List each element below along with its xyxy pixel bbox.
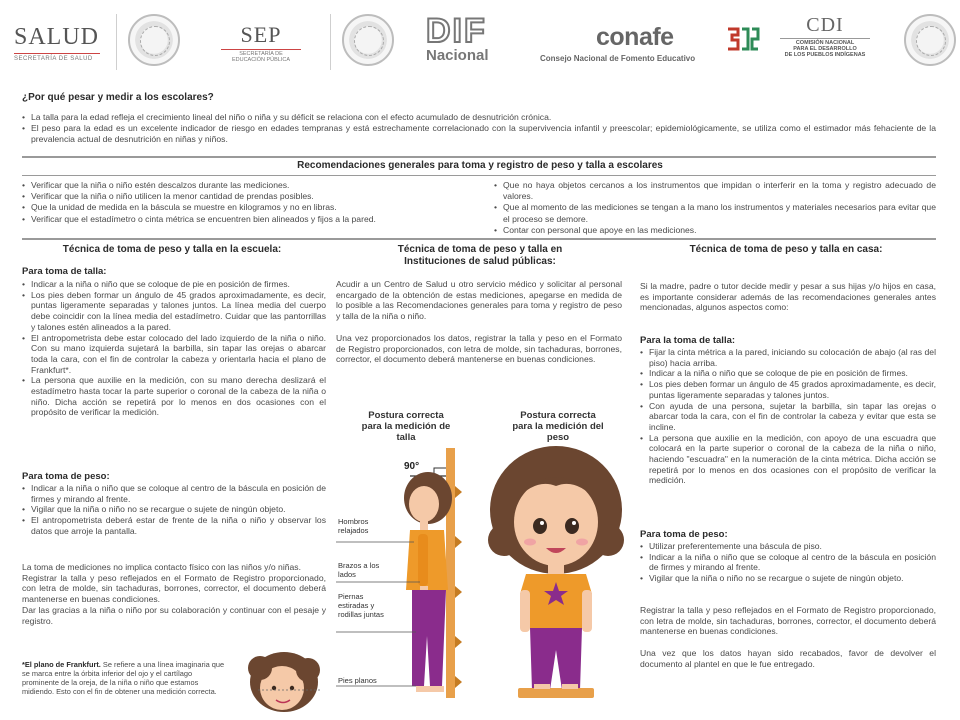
school-peso-title: Para toma de peso: <box>22 471 110 482</box>
home-technique-title: Técnica de toma de peso y talla en casa: <box>689 244 883 255</box>
list-item: • Utilizar preferentemente una báscula de piso. <box>640 541 936 552</box>
sep-logo: SEP SECRETARÍA DE EDUCACIÓN PÚBLICA <box>216 22 306 63</box>
home-intro: Si la madre, padre o tutor decide medir y pesar a sus hijas y/o hijos en casa, es importante considerar además de las recomendaciones generales antes mencionadas, algunos aspectos como: <box>640 281 936 313</box>
conafe-logo: conafe Consejo Nacional de Fomento Educativo <box>540 23 696 63</box>
list-item: • Los pies deben formar un ángulo de 45 grados aproximadamente, es decir, puntas ligeramente separadas y talones juntos. <box>640 379 936 400</box>
list-item: • El antropometrista debe estar colocado del lado izquierdo de la niña o niño. Con su mano izquierda sujetará la barbilla, sin tapar las orejas o abarcar toda la cara, con el fin de controlar la cabeza y orientarla hacia el plano de Frankfurt*. <box>22 333 326 376</box>
rec-item: • Contar con personal que apoye en las mediciones. <box>494 225 936 236</box>
label-brazos: Brazos a los lados <box>338 561 380 579</box>
why-title: ¿Por qué pesar y medir a los escolares? <box>22 92 214 103</box>
national-seal-icon <box>342 14 394 66</box>
cdi-symbol-icon <box>726 26 760 52</box>
cdi-logo: CDI COMISIÓN NACIONAL PARA EL DESARROLLO DE LOS PUEBLOS INDÍGENAS <box>778 14 872 58</box>
why-item: • La talla para la edad refleja el crecimiento lineal del niño o niña y su déficit se relaciona con el efecto acumulado de desnutrición crónica. <box>22 112 936 123</box>
home-talla-list <box>640 347 936 486</box>
rec-item: • Verificar que el estadímetro o cinta métrica se encuentren bien alineados y fijos a la pared. <box>22 214 470 225</box>
list-item: • Fijar la cinta métrica a la pared, iniciando su colocación de abajo (al ras del piso) hacia arriba. <box>640 347 936 368</box>
label-hombros: Hombros relajados <box>338 517 369 535</box>
height-posture-title: Postura correcta para la medición de talla <box>361 410 451 443</box>
list-item: • Vigilar que la niña o niño no se recargue o sujete de ningún objeto. <box>640 573 936 584</box>
label-pies: Pies planos <box>338 676 377 685</box>
list-item: • Vigilar que la niña o niño no se recargue o sujete de ningún objeto. <box>22 504 326 515</box>
list-item: • Los pies deben formar un ángulo de 45 grados aproximadamente, es decir, puntas ligeramente separadas y talones juntos. La línea media del cuerpo debe coincidir con la línea media del estadímetro. Cuidar que las pantorrillas y talones estén alineados a la pared. <box>22 290 326 333</box>
list-item: • Indicar a la niña o niño que se coloque de pie en posición de firmes. <box>640 368 936 379</box>
home-talla-title: Para la toma de talla: <box>640 335 736 346</box>
rec-item: • Que no haya objetos cercanos a los instrumentos que impidan o interferir en la toma y registro adecuado de valores. <box>494 180 936 202</box>
weight-posture-illustration <box>486 442 626 704</box>
rec-item: • Verificar que la niña o niño estén descalzos durante las mediciones. <box>22 180 470 191</box>
salud-logo: SALUD SECRETARÍA DE SALUD <box>14 24 100 62</box>
label-piernas: Piernas estiradas y rodillas juntas <box>338 592 384 619</box>
list-item: • El antropometrista deberá estar de frente de la niña o niño y observar los datos que arroje la pantalla. <box>22 515 326 536</box>
why-item: • El peso para la edad es un excelente indicador de riesgo en edades tempranas y está estrechamente correlacionado con la supervivencia infantil y preescolar; epidemiológicamente, se utiliza como el estimador más fehaciente de la prevalencia actual de desnutrición en niñas y niños. <box>22 123 936 145</box>
logo-header <box>0 0 960 82</box>
cdi-seal-icon <box>904 14 956 66</box>
school-peso-list <box>22 483 326 537</box>
school-note: La toma de mediciones no implica contacto físico con las niños y/o niñas. Registrar la talla y peso reflejados en el Formato de Registro proporcionado, con letra de molde, sin tachaduras, borrones, corrector, el documento deberá mantenerse en buenas condiciones. Dar las gracias a la niña o niño por su colaboración y continuar con el pesaje y registro. <box>22 562 326 626</box>
national-seal-icon <box>128 14 180 66</box>
home-peso-list <box>640 541 936 584</box>
frankfurt-head-illustration <box>238 644 324 714</box>
list-item: • Indicar a la niña o niño que se coloque al centro de la báscula en posición de firmes y mirando al frente. <box>22 483 326 504</box>
recs-left-list <box>22 180 470 225</box>
home-peso-title: Para toma de peso: <box>640 529 728 540</box>
school-talla-list <box>22 279 326 418</box>
recs-right-list <box>494 180 936 236</box>
home-register-note: Registrar la talla y peso reflejados en el Formato de Registro proporcionado, con letra de molde, sin tachaduras, borrones, corrector, el documento deberá mantenerse en buenas condiciones. Una vez que los datos hayan sido recabados, favor de devolver el documento al plantel en que le fue entregado. <box>640 605 936 669</box>
rec-item: • Verificar que la niña o niño utilicen la menor cantidad de prendas posibles. <box>22 191 470 202</box>
angle-label: 90° <box>404 461 420 472</box>
health-technique-title: Técnica de toma de peso y talla en Instituciones de salud públicas: <box>397 244 563 267</box>
weight-posture-title: Postura correcta para la medición del peso <box>512 410 604 443</box>
rec-item: • Que la unidad de medida en la báscula se muestre en kilogramos y no en libras. <box>22 202 470 213</box>
rec-item: • Que al momento de las mediciones se tengan a la mano los instrumentos y materiales necesarios para evitar que el proceso se demore. <box>494 202 936 224</box>
recs-title: Recomendaciones generales para toma y registro de peso y talla a escolares <box>297 160 663 171</box>
list-item: • La persona que auxilie en la medición, con apoyo de una escuadra que colocará en la parte superior o coronal de la cabeza de la niña o niño, haciendo "escuadra" en la numeración de la cinta métrica. Dicha acción se repetirá por lo menos en dos ocasiones con el propósito de verificar la medición. <box>640 433 936 487</box>
list-item: • La persona que auxilie en la medición, con su mano derecha deslizará el estadímetro hasta tocar la parte superior o coronal de la cabeza de la niña o niño. Dicha acción se repetirá por lo menos en dos ocasiones con el propósito de verificar la medición. <box>22 375 326 418</box>
frankfurt-note: *El plano de Frankfurt. Se refiere a una línea imaginaria que se marca entre la órbita inferior del ojo y el cartílago prominente de la oreja, de la niña o niño que estamos midiendo. Esto con el fin de obtener una medición correcta. <box>22 660 225 696</box>
school-talla-title: Para toma de talla: <box>22 266 107 277</box>
health-technique-text: Acudir a un Centro de Salud u otro servicio médico y solicitar al personal encargado de la obtención de estas mediciones, apegarse en medida de lo posible a las Recomendaciones generales para toma y registro de peso y talla de la niña o niño. Una vez proporcionados los datos, registrar la talla y peso en el Formato de Registro proporcionados, con letra de molde, sin tachaduras, borrones, corrector, el documento deberá mantenerse en buenas condiciones. <box>336 279 622 365</box>
list-item: • Indicar a la niña o niño que se coloque de pie en posición de firmes. <box>22 279 326 290</box>
list-item: • Con ayuda de una persona, sujetar la barbilla, sin tapar las orejas o abarcar toda la cara, con el fin de controlar la cabeza y evitar que esta se incline. <box>640 401 936 433</box>
list-item: • Indicar a la niña o niño que se coloque al centro de la báscula en posición de firmes y mirando al frente. <box>640 552 936 573</box>
dif-logo: DIF Nacional <box>426 12 489 64</box>
why-list <box>22 112 936 146</box>
school-technique-title: Técnica de toma de peso y talla en la escuela: <box>62 244 282 255</box>
